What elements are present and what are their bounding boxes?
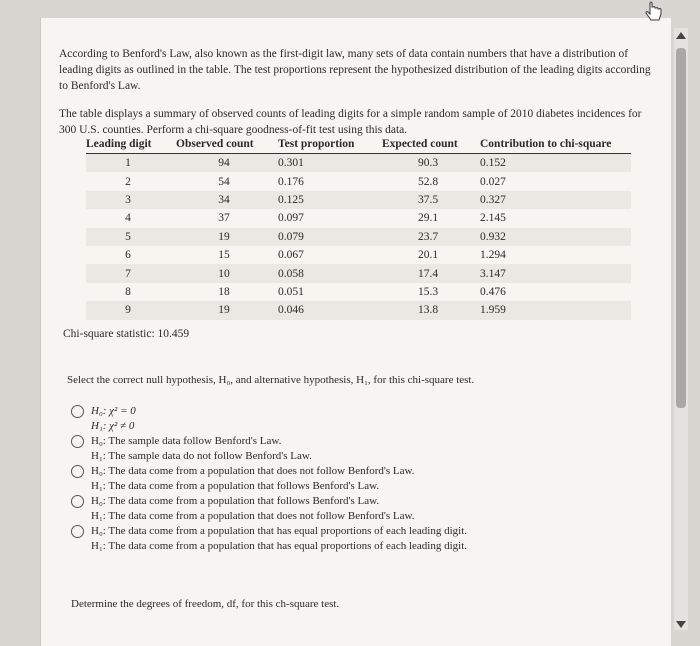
hypothesis-question: Select the correct null hypothesis, H₀, and alternative hypothesis, H₁, for this chi-square test. [67, 374, 475, 386]
cell: 37 [218, 212, 230, 225]
cell: 94 [176, 154, 278, 173]
cell: 3.147 [480, 264, 631, 282]
header-contribution: Contribution to chi-square [480, 134, 631, 154]
option-c[interactable] [69, 464, 629, 494]
cell: 0.067 [278, 249, 304, 262]
cell: 1 [86, 154, 176, 173]
cell: 0.301 [278, 154, 382, 173]
cell: 8 [125, 285, 131, 298]
table-row [86, 154, 631, 173]
cell: 0.027 [480, 175, 506, 188]
radio-button[interactable] [71, 465, 84, 478]
cell: 3 [86, 191, 176, 209]
hypothesis-options [69, 404, 629, 554]
cell: 7 [86, 264, 176, 282]
cell: 6 [125, 249, 131, 262]
cell: 37.5 [382, 191, 480, 209]
cell: 0.476 [480, 285, 506, 298]
cell: 23.7 [382, 228, 480, 246]
question-page [40, 18, 671, 646]
option-c-h1: H₁: The data come from a population that follows Benford's Law. [91, 480, 380, 492]
option-b[interactable] [69, 434, 629, 464]
table-row [86, 172, 631, 190]
cell: 0.125 [278, 191, 382, 209]
degrees-of-freedom-question: Determine the degrees of freedom, df, for this ch-square test. [71, 598, 340, 610]
cell: 0.046 [278, 301, 382, 319]
table-row [86, 264, 631, 282]
option-e-h1: H₁: The data come from a population that has equal proportions of each leading digit. [91, 540, 467, 552]
scroll-down-arrow-icon[interactable] [676, 621, 686, 628]
cell: 0.097 [278, 212, 304, 225]
radio-button[interactable] [71, 405, 84, 418]
header-expected-count: Expected count [382, 134, 480, 154]
benford-table [86, 134, 631, 320]
cell: 54 [218, 175, 230, 188]
option-e-h0: H₀: The data come from a population that has equal proportions of each leading digit. [91, 525, 467, 537]
option-a[interactable] [69, 404, 629, 434]
table-row [86, 283, 631, 301]
scroll-up-arrow-icon[interactable] [676, 32, 686, 39]
option-d-h0: H₀: The data come from a population that follows Benford's Law. [91, 495, 380, 507]
cell: 2 [125, 175, 131, 188]
header-observed-count: Observed count [176, 134, 278, 154]
cell: 5 [86, 228, 176, 246]
cell: 0.327 [480, 191, 631, 209]
radio-button[interactable] [71, 495, 84, 508]
chi-square-statistic: Chi-square statistic: 10.459 [63, 328, 190, 340]
header-leading-digit: Leading digit [86, 134, 176, 154]
cell: 0.058 [278, 264, 382, 282]
cell: 0.079 [278, 228, 382, 246]
option-e[interactable] [69, 524, 629, 554]
radio-button[interactable] [71, 435, 84, 448]
cell: 20.1 [417, 249, 439, 262]
option-a-h0: H₀: χ² = 0 [91, 405, 136, 417]
cell: 19 [176, 301, 278, 319]
option-b-h0: H₀: The sample data follow Benford's Law. [91, 435, 282, 447]
option-d-h1: H₁: The data come from a population that does not follow Benford's Law. [91, 510, 415, 522]
cell: 52.8 [417, 175, 439, 188]
intro-paragraph-2: The table displays a summary of observed counts of leading digits for a simple random sample of 2010 diabetes incidences for 300 U.S. counties. Perform a chi-square goodness-of-fit test using this data. [59, 107, 642, 136]
scroll-thumb[interactable] [676, 48, 686, 408]
header-test-proportion: Test proportion [278, 134, 382, 154]
cell: 90.3 [382, 154, 480, 173]
cell: 13.8 [382, 301, 480, 319]
hand-pointer-icon [641, 0, 667, 26]
option-d[interactable] [69, 494, 629, 524]
cell: 34 [176, 191, 278, 209]
cell: 1.959 [480, 301, 631, 319]
table-row [86, 301, 631, 319]
option-c-h0: H₀: The data come from a population that does not follow Benford's Law. [91, 465, 415, 477]
table-row [86, 209, 631, 227]
cell: 15 [218, 249, 230, 262]
cell: 10 [176, 264, 278, 282]
cell: 0.176 [278, 175, 304, 188]
table-header-row [86, 134, 631, 154]
cell: 18 [218, 285, 230, 298]
option-a-h1: H₁: χ² ≠ 0 [91, 420, 135, 432]
cell: 19 [176, 228, 278, 246]
cell: 0.051 [278, 285, 304, 298]
cell: 2.145 [480, 212, 506, 225]
radio-button[interactable] [71, 525, 84, 538]
cell: 17.4 [382, 264, 480, 282]
cell: 0.152 [480, 154, 631, 173]
option-b-h1: H₁: The sample data do not follow Benford's Law. [91, 450, 312, 462]
table-row [86, 228, 631, 246]
table-row [86, 246, 631, 264]
table-row [86, 191, 631, 209]
vertical-scrollbar[interactable] [674, 28, 688, 630]
intro-paragraph-1: According to Benford's Law, also known as the first-digit law, many sets of data contain numbers that have a distribution of leading digits as outlined in the table. The test proportions represent the hypothesized distribution of the leading digits according to Benford's Law. [59, 47, 651, 92]
cell: 15.3 [417, 285, 439, 298]
cell: 1.294 [480, 249, 506, 262]
cell: 0.932 [480, 228, 631, 246]
cell: 4 [125, 212, 131, 225]
cell: 9 [86, 301, 176, 319]
cell: 29.1 [417, 212, 439, 225]
